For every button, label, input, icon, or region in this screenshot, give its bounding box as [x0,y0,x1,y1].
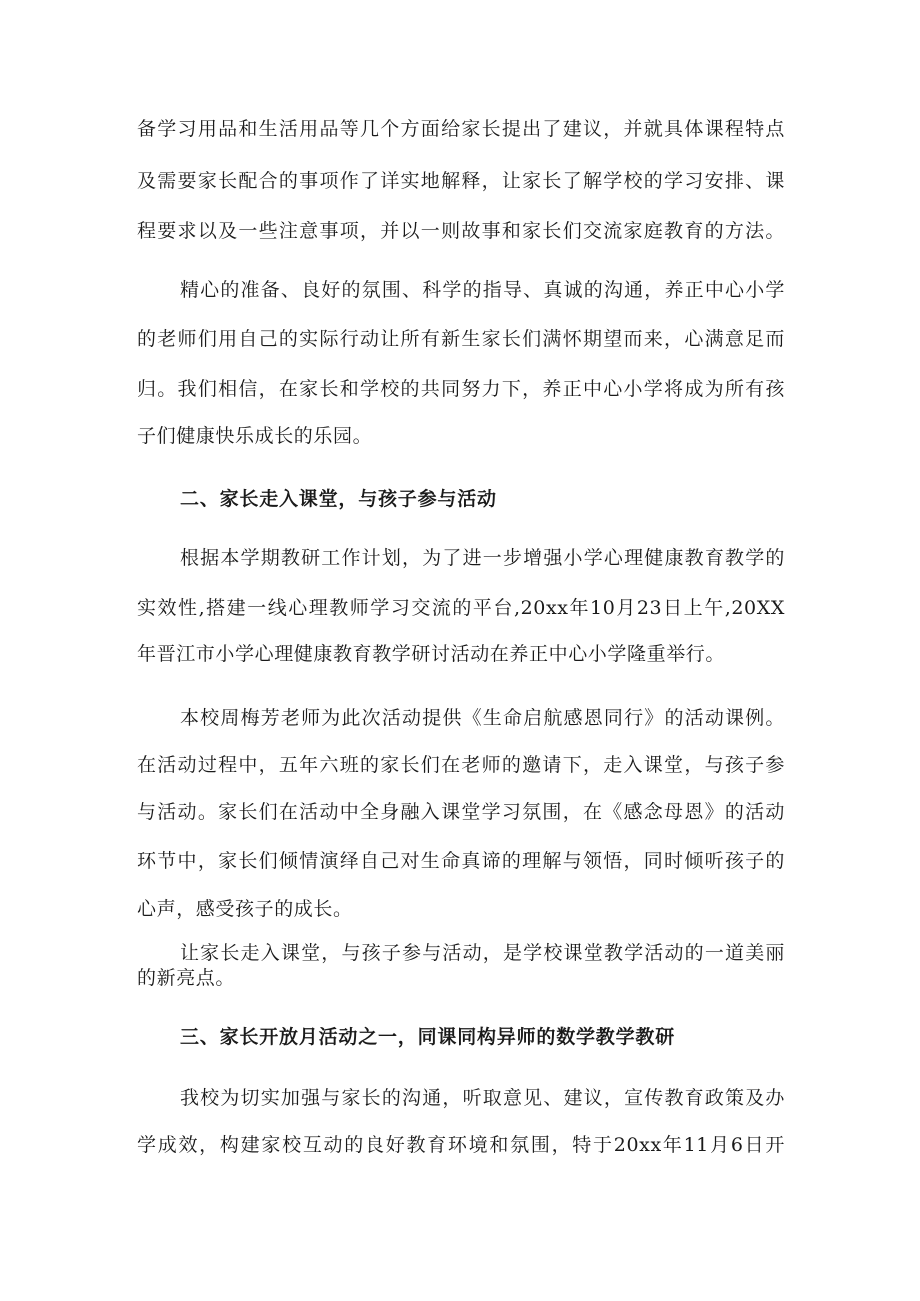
paragraph-line: 在活动过程中，五年六班的家长们在老师的邀请下，走入课堂，与孩子参 [137,754,785,776]
paragraph-line: 程要求以及一些注意事项，并以一则故事和家长们交流家庭教育的方法。 [137,220,785,242]
paragraph-line: 精心的准备、良好的氛围、科学的指导、真诚的沟通，养正中心小学 [180,279,785,301]
paragraph-line: 归。我们相信，在家长和学校的共同努力下，养正中心小学将成为所有孩 [137,378,785,400]
paragraph-line: 学成效，构建家校互动的良好教育环境和氛围，特于20xx年11月6日开 [137,1134,785,1156]
paragraph-line: 我校为切实加强与家长的沟通，听取意见、建议，宣传教育政策及办 [180,1087,785,1109]
paragraph-line: 实效性,搭建一线心理教师学习交流的平台,20xx年10月23日上午,20XX [137,597,785,619]
section-heading: 三、家长开放月活动之一，同课同构异师的数学教学教研 [180,1026,676,1048]
paragraph-line: 心声，感受孩子的成长。 [137,898,353,920]
paragraph-line: 子们健康快乐成长的乐园。 [137,425,373,447]
paragraph-line: 备学习用品和生活用品等几个方面给家长提出了建议，并就具体课程特点 [137,118,785,140]
paragraph-line: 的老师们用自己的实际行动让所有新生家长们满怀期望而来，心满意足而 [137,328,785,350]
paragraph-line: 与活动。家长们在活动中全身融入课堂学习氛围，在《感念母恩》的活动 [137,801,785,823]
paragraph-line: 环节中，家长们倾情演绎自己对生命真谛的理解与领悟，同时倾听孩子的 [137,850,785,872]
paragraph-line: 本校周梅芳老师为此次活动提供《生命启航感恩同行》的活动课例。 [180,707,785,729]
paragraph-line: 及需要家长配合的事项作了详实地解释，让家长了解学校的学习安排、课 [137,170,785,192]
paragraph-line: 根据本学期教研工作计划，为了进一步增强小学心理健康教育教学的 [180,547,785,569]
paragraph-line: 的新亮点。 [137,967,236,989]
section-heading: 二、家长走入课堂，与孩子参与活动 [180,488,497,510]
paragraph-line: 让家长走入课堂，与孩子参与活动，是学校课堂教学活动的一道美丽 [180,942,785,964]
paragraph-line: 年晋江市小学心理健康教育教学研讨活动在养正中心小学隆重举行。 [137,643,726,665]
